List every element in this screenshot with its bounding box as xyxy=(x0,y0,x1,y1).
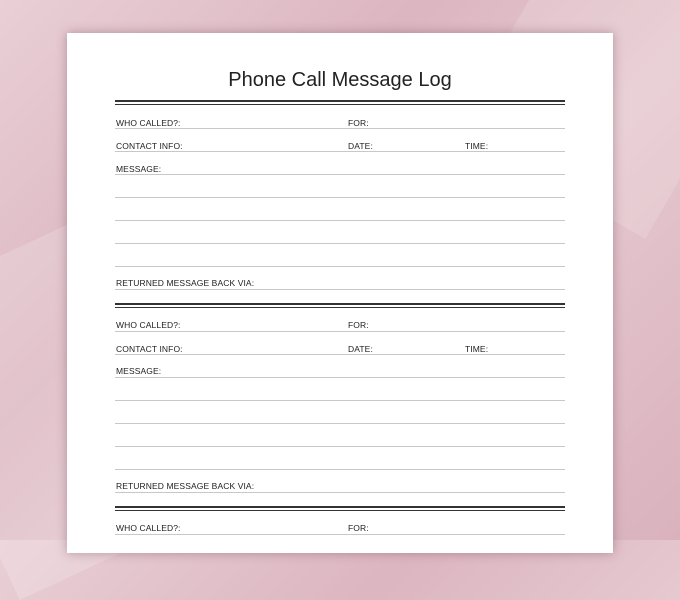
time-label: TIME: xyxy=(465,344,489,354)
who-called-label: WHO CALLED?: xyxy=(116,118,181,128)
message-line[interactable] xyxy=(115,469,565,470)
message-line[interactable] xyxy=(115,400,565,401)
contact-info-label: CONTACT INFO: xyxy=(116,141,183,151)
date-label: DATE: xyxy=(348,344,373,354)
time-label: TIME: xyxy=(465,141,489,151)
returned-message-label: RETURNED MESSAGE BACK VIA: xyxy=(116,278,255,288)
for-label: FOR: xyxy=(348,118,369,128)
message-line[interactable] xyxy=(115,266,565,267)
message-line[interactable] xyxy=(115,243,565,244)
who-called-line[interactable] xyxy=(115,331,565,332)
returned-message-line[interactable] xyxy=(115,492,565,493)
message-line[interactable] xyxy=(115,220,565,221)
message-line[interactable] xyxy=(115,423,565,424)
message-line[interactable] xyxy=(115,174,565,175)
contact-info-label: CONTACT INFO: xyxy=(116,344,183,354)
section-divider xyxy=(115,100,565,105)
for-label: FOR: xyxy=(348,523,369,533)
returned-message-line[interactable] xyxy=(115,289,565,290)
contact-info-line[interactable] xyxy=(115,151,565,152)
section-divider xyxy=(115,506,565,511)
who-called-line[interactable] xyxy=(115,128,565,129)
for-label: FOR: xyxy=(348,320,369,330)
message-line[interactable] xyxy=(115,197,565,198)
contact-info-line[interactable] xyxy=(115,354,565,355)
who-called-line[interactable] xyxy=(115,534,565,535)
message-label: MESSAGE: xyxy=(116,164,162,174)
message-line[interactable] xyxy=(115,446,565,447)
who-called-label: WHO CALLED?: xyxy=(116,320,181,330)
returned-message-label: RETURNED MESSAGE BACK VIA: xyxy=(116,481,255,491)
who-called-label: WHO CALLED?: xyxy=(116,523,181,533)
message-line[interactable] xyxy=(115,377,565,378)
log-sheet xyxy=(67,33,613,553)
section-divider xyxy=(115,303,565,308)
page-title: Phone Call Message Log xyxy=(228,69,452,91)
date-label: DATE: xyxy=(348,141,373,151)
message-label: MESSAGE: xyxy=(116,366,162,376)
